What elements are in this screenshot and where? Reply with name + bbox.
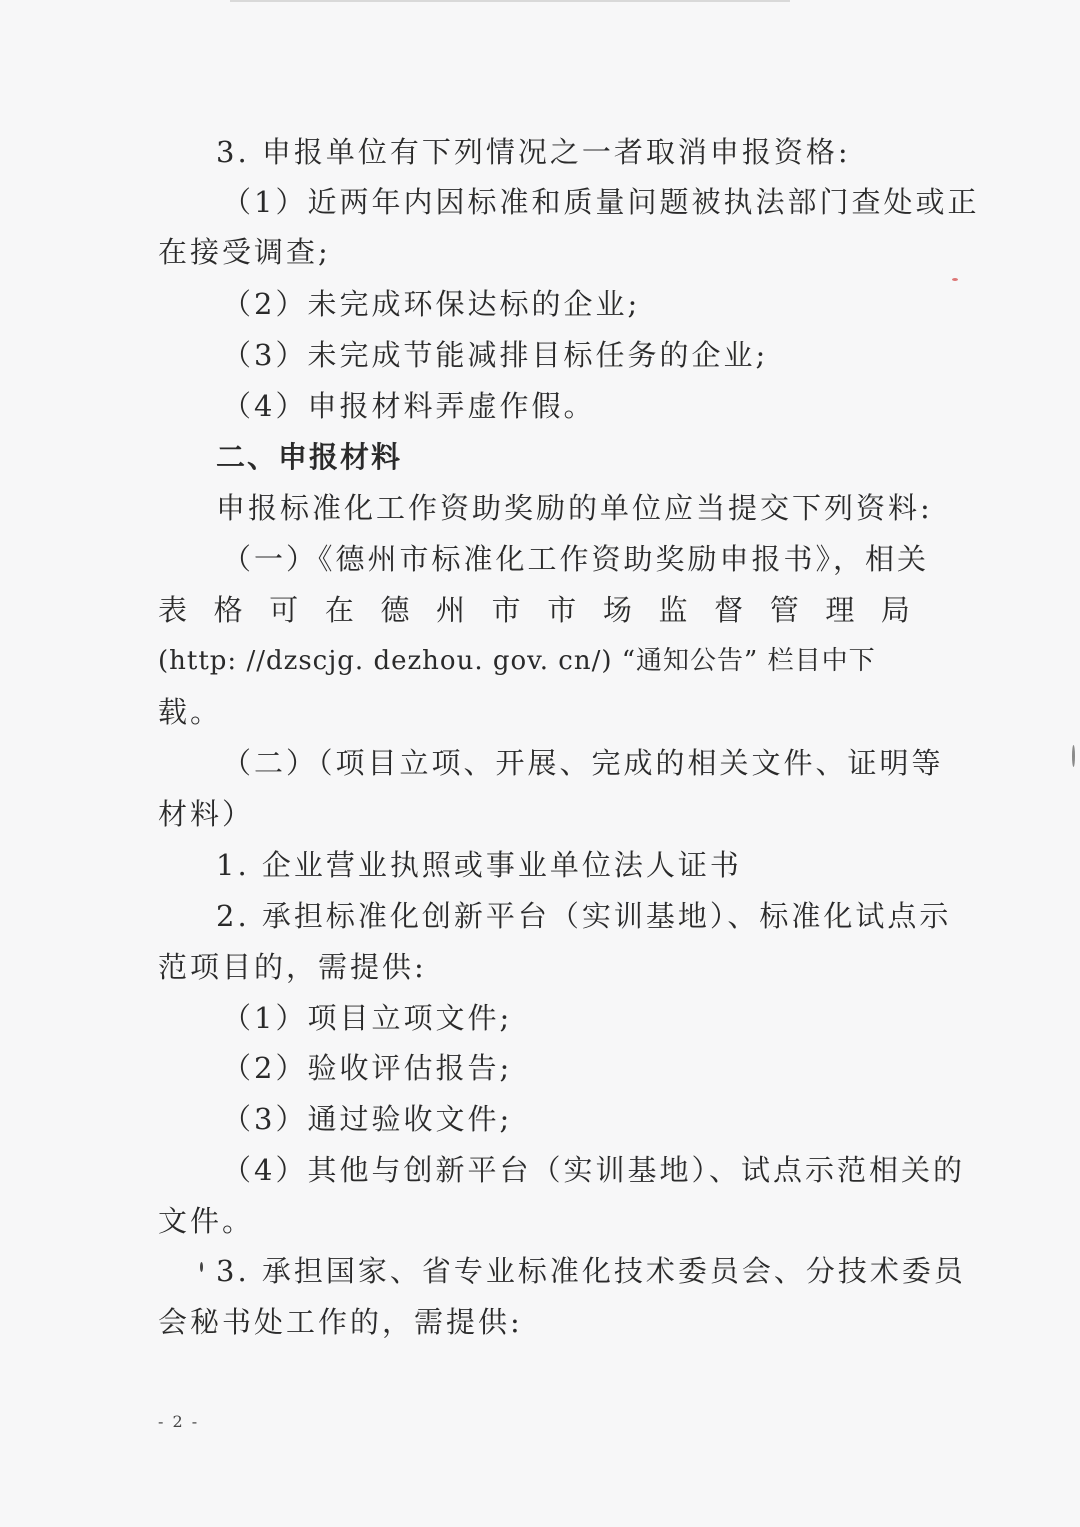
paragraph-line: （1）近两年内因标准和质量问题被执法部门查处或正 <box>222 185 980 219</box>
char: 州 <box>436 593 466 627</box>
scan-edge-line <box>230 0 790 2</box>
justified-line <box>158 592 910 628</box>
char: 市 <box>491 593 521 627</box>
char: 督 <box>714 593 744 627</box>
page-number: - 2 - <box>158 1412 200 1431</box>
paragraph-line: 3. 申报单位有下列情况之一者取消申报资格: <box>216 135 851 169</box>
paragraph-line: （2）验收评估报告; <box>222 1051 513 1085</box>
paragraph-line: 材料） <box>158 797 255 831</box>
char: 局 <box>880 593 910 627</box>
paragraph-line: 1. 企业营业执照或事业单位法人证书 <box>216 848 742 882</box>
paragraph-line: 会秘书处工作的，需提供: <box>158 1305 523 1339</box>
paragraph-line: 在接受调查; <box>158 235 331 269</box>
scan-mark <box>952 278 958 281</box>
char: 管 <box>769 593 799 627</box>
paragraph-line: （4）申报材料弄虚作假。 <box>222 389 596 423</box>
char: 可 <box>269 593 299 627</box>
scan-mark <box>200 1262 203 1272</box>
paragraph-line: （1）项目立项文件; <box>222 1001 513 1035</box>
paragraph-line: 申报标准化工作资助奖励的单位应当提交下列资料: <box>216 491 933 525</box>
scan-mark <box>1072 745 1075 767</box>
char: 表 <box>158 593 188 627</box>
paragraph-line: （一）《德州市标准化工作资助奖励申报书》，相关 <box>222 542 930 576</box>
paragraph-line: （3）未完成节能减排目标任务的企业; <box>222 338 769 372</box>
char: 理 <box>825 593 855 627</box>
url-line: (http: //dzscjg. dezhou. gov. cn/) “通知公告” 栏目中下 <box>158 646 876 676</box>
char: 在 <box>324 593 354 627</box>
char: 监 <box>658 593 688 627</box>
paragraph-line: 文件。 <box>158 1204 255 1238</box>
section-heading: 二、申报材料 <box>216 440 403 474</box>
char: 场 <box>602 593 632 627</box>
char: 市 <box>547 593 577 627</box>
char: 格 <box>213 593 243 627</box>
paragraph-line: （3）通过验收文件; <box>222 1102 513 1136</box>
paragraph-line: （2）未完成环保达标的企业; <box>222 287 641 321</box>
char: 德 <box>380 593 410 627</box>
paragraph-line: （4）其他与创新平台（实训基地）、试点示范相关的 <box>222 1153 965 1187</box>
paragraph-line: 3. 承担国家、省专业标准化技术委员会、分技术委员 <box>216 1254 966 1288</box>
paragraph-line: 载。 <box>158 695 223 729</box>
paragraph-line: 范项目的，需提供: <box>158 950 427 984</box>
paragraph-line: 2. 承担标准化创新平台（实训基地）、标准化试点示 <box>216 899 952 933</box>
paragraph-line: （二）（项目立项、开展、完成的相关文件、证明等 <box>222 746 944 780</box>
